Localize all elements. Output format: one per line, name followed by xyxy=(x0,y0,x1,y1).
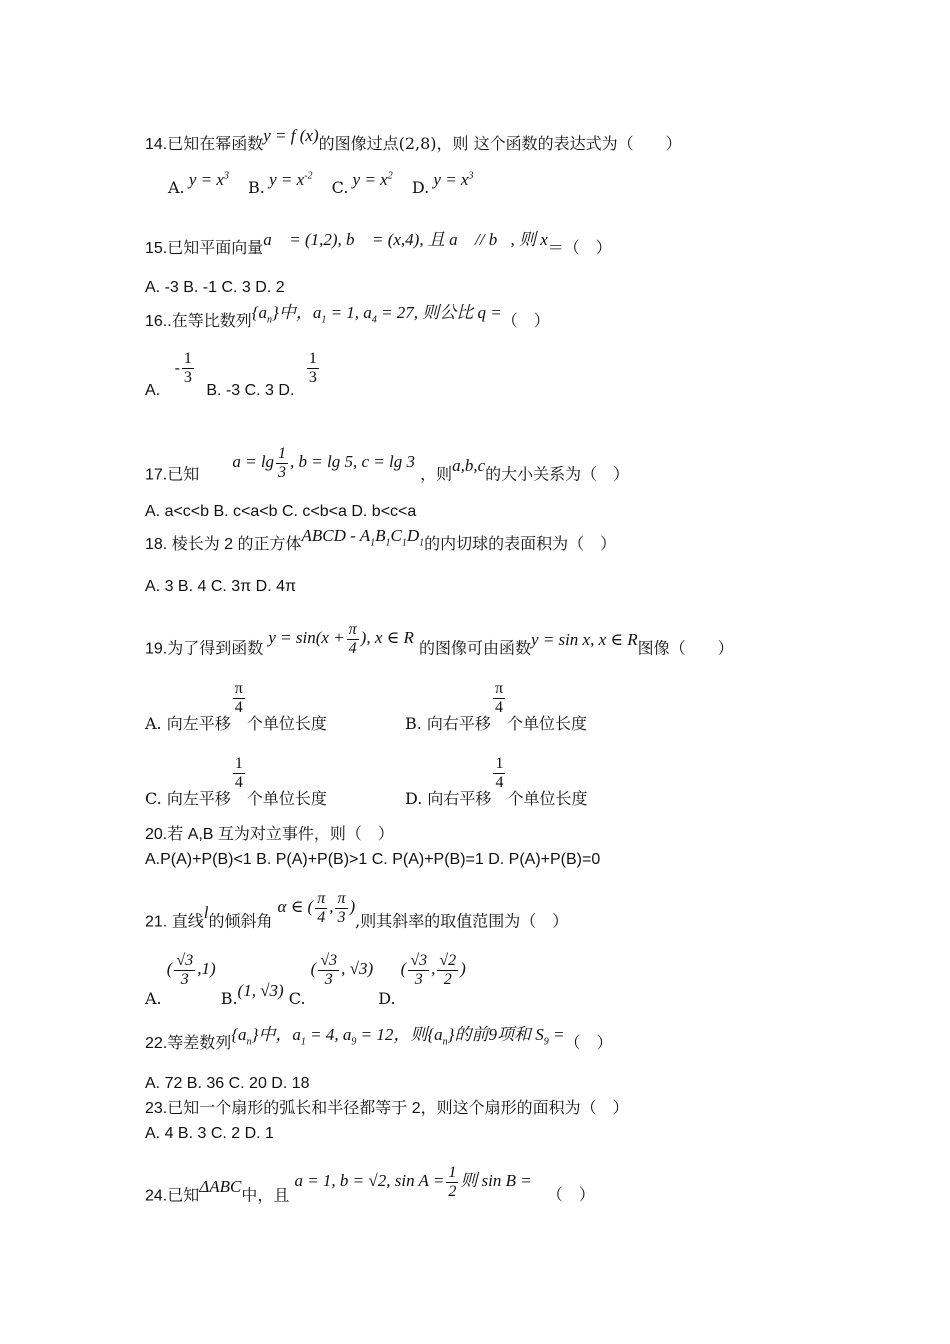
q19-expr2: y = sin x, x ∈ R xyxy=(530,630,638,650)
q19-expr: y = sin(x + $\frac{\pi}{4}$ ), x ∈ R xyxy=(268,621,414,657)
q15-expr: a⃗ = (1,2), b⃗ = (x,4), 且 a⃗ // b⃗, 则 x xyxy=(263,230,548,249)
question-23: 23.已知一个扇形的弧长和半径都等于 2，则这个扇形的面积为（ ） xyxy=(145,1100,629,1117)
q17-options: A. a<c<b B. c<a<b C. c<b<a D. b<c<a xyxy=(145,503,417,520)
q24-expr: a = 1, b = √2, sin A = $\frac{1}{2}$ 则 sin B = xyxy=(294,1164,532,1200)
question-17: 17.已知 a = lg $\frac{1}{3}$ , b = lg 5, c = lg 3 ，则a,b,c的大小关系为（ ） xyxy=(145,445,630,484)
q19-option-a: A. 向左平移 $\frac{\pi}{4}$ 个单位长度 xyxy=(145,680,327,733)
q22-options: A. 72 B. 36 C. 20 D. 18 xyxy=(145,1075,310,1092)
question-22: 22.等差数列$\{a_n\}$中，$a_1 = 4$, $a_9 = 12$，则$\{a_n\}$的前9项和 $S_9$ =（ ） xyxy=(145,1025,613,1052)
q21-expr: α ∈ ( $\frac{\pi}{4}$ , $\frac{\pi}{3}$ ) xyxy=(277,890,356,926)
q16-option-d-frac: $\frac{1}{3}$ xyxy=(308,350,317,386)
q17-expr: a = lg $\frac{1}{3}$ , b = lg 5, c = lg 3 xyxy=(232,445,415,481)
q19-option-d: D. 向右平移 $\frac{1}{4}$ 个单位长度 xyxy=(405,755,588,808)
question-15: 15.已知平面向量a⃗ = (1,2), b⃗ = (x,4), 且 a⃗ // b⃗, 则 x＝（ ） xyxy=(145,230,612,257)
q16-option-a-frac: $\frac{1}{3}$ xyxy=(183,350,192,386)
q14-option-c-expr: $y = x^2$ xyxy=(348,170,393,189)
q19-option-b: B. 向右平移 $\frac{\pi}{4}$ 个单位长度 xyxy=(405,680,588,733)
question-18: 18. 棱长为 2 的正方体ABCD - $A_1B_1C_1D_1$的内切球的表面积为（ ） xyxy=(145,526,617,553)
question-16: 16..在等比数列$\{a_n\}$中，$a_1 = 1$, $a_4 = 27$, 则公比 q =（ ） xyxy=(145,303,550,330)
q14-suffix: 的图像过点(2,8)，则 这个函数的表达式为（ ） xyxy=(318,134,682,153)
q22-expr: $\{a_n\}$中，$a_1 = 4$, $a_9 = 12$，则$\{a_n\}$的前9项和 $S_9$ = xyxy=(231,1025,565,1048)
q14-options: A. $y = x^3$ B. $y = x^{-2}$ C. $y = x^2$ D. $y = x^3$ xyxy=(168,170,474,197)
q21-options: A. ( $\frac{√3}{3}$ ,1) B.(1, √3) C. ( $\frac{√3}{3}$ , √3) D. ( $\frac{√3}{3}$ , $\frac{√2}{2}$ ) xyxy=(145,952,466,1009)
question-20: 20.若 A,B 互为对立事件，则（ ） xyxy=(145,826,394,843)
q14-option-b-expr: $y = x^{-2}$ xyxy=(264,170,313,189)
q19-option-c: C. 向左平移 $\frac{1}{4}$ 个单位长度 xyxy=(145,755,327,808)
q20-options: A.P(A)+P(B)<1 B. P(A)+P(B)>1 C. P(A)+P(B)=1 D. P(A)+P(B)=0 xyxy=(145,851,601,868)
question-24: 24.已知ΔABC中，且 a = 1, b = √2, sin A = $\frac{1}{2}$ 则 sin B = （ ） xyxy=(145,1164,595,1205)
q16-options: A. - $\frac{1}{3}$ B. -3 C. 3 D. $\frac{1}{3}$ xyxy=(145,350,317,399)
q18-options: A. 3 B. 4 C. 3π D. 4π xyxy=(145,578,297,595)
q14-expr: y = f (x) xyxy=(263,126,319,145)
q15-options: A. -3 B. -1 C. 3 D. 2 xyxy=(145,279,285,296)
question-19: 19.为了得到函数 y = sin(x + $\frac{\pi}{4}$ ), x ∈ R 的图像可由函数y = sin x, x ∈ R图像（ ） xyxy=(145,621,734,658)
q14-option-a-expr: $y = x^3$ xyxy=(184,170,229,189)
q18-expr: ABCD - $A_1B_1C_1D_1$ xyxy=(301,526,425,549)
q16-expr: $\{a_n\}$中，$a_1 = 1$, $a_4 = 27$, 则公比 q = xyxy=(251,303,502,326)
q14-prefix: 14.已知在幂函数 xyxy=(145,136,264,153)
question-21: 21. 直线l的倾斜角 α ∈ ( $\frac{\pi}{4}$ , $\frac{\pi}{3}$ ),则其斜率的取值范围为（ ） xyxy=(145,890,569,931)
q14-option-d-expr: $y = x^3$ xyxy=(429,170,474,189)
q23-options: A. 4 B. 3 C. 2 D. 1 xyxy=(145,1125,274,1142)
question-14 xyxy=(145,126,682,155)
